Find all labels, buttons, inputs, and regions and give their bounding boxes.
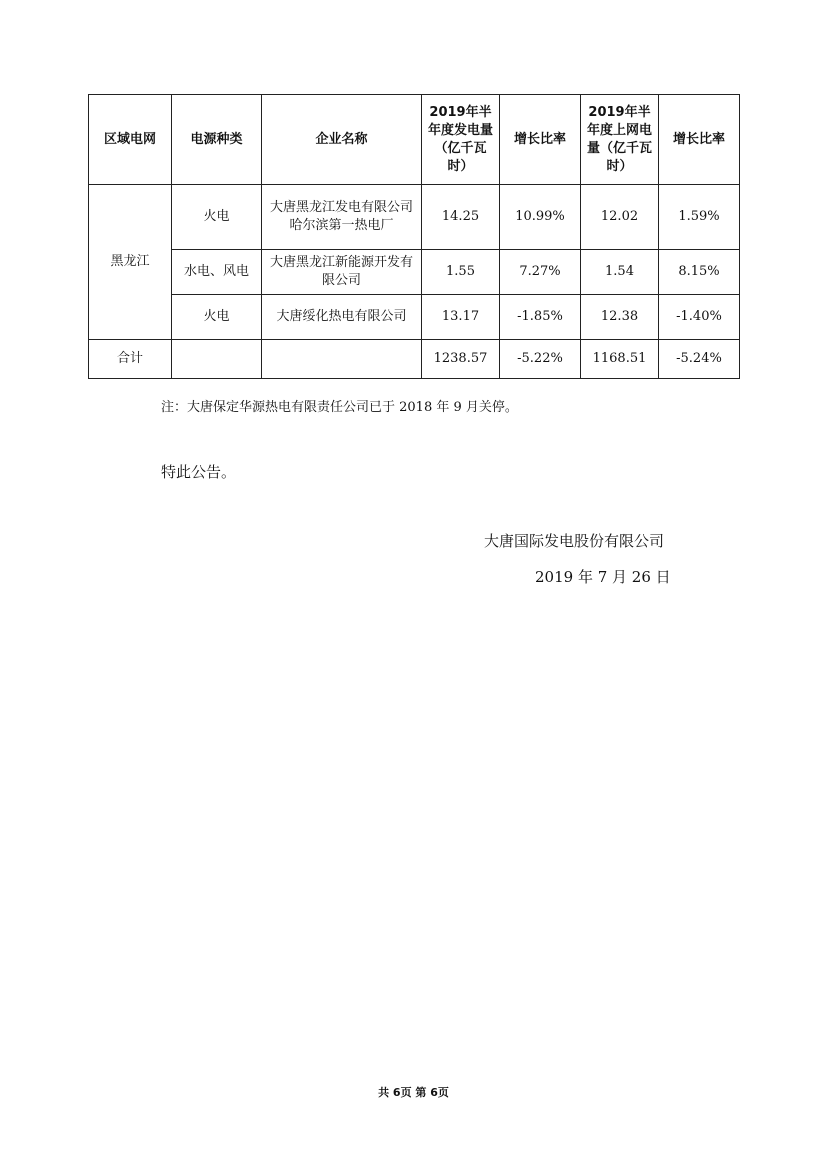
grid-growth-cell: -1.40% [659, 295, 740, 340]
header-company: 企业名称 [262, 95, 422, 185]
total-label: 合计 [89, 340, 172, 379]
gen-growth-cell: -1.85% [500, 295, 581, 340]
header-grid: 2019年半年度上网电量（亿千瓦时） [581, 95, 659, 185]
source-type-cell: 火电 [172, 185, 262, 250]
total-grid: 1168.51 [581, 340, 659, 379]
header-gen-growth: 增长比率 [500, 95, 581, 185]
total-grid-growth: -5.24% [659, 340, 740, 379]
table-row [89, 295, 740, 340]
header-source-type: 电源种类 [172, 95, 262, 185]
generation-cell: 13.17 [422, 295, 500, 340]
page-footer: 共 6页 第 6页 [378, 1086, 449, 1099]
company-cell: 大唐黑龙江发电有限公司哈尔滨第一热电厂 [262, 185, 422, 250]
grid-cell: 12.02 [581, 185, 659, 250]
region-cell: 黑龙江 [89, 185, 172, 340]
total-company-cell [262, 340, 422, 379]
header-region: 区域电网 [89, 95, 172, 185]
header-generation: 2019年半年度发电量（亿千瓦时） [422, 95, 500, 185]
table-row [89, 185, 740, 250]
generation-cell: 1.55 [422, 250, 500, 295]
table-header-row [89, 95, 740, 185]
source-type-cell: 火电 [172, 295, 262, 340]
generation-cell: 14.25 [422, 185, 500, 250]
total-generation: 1238.57 [422, 340, 500, 379]
gen-growth-cell: 10.99% [500, 185, 581, 250]
signature-company: 大唐国际发电股份有限公司 [484, 532, 665, 550]
total-row [89, 340, 740, 379]
gen-growth-cell: 7.27% [500, 250, 581, 295]
grid-cell: 1.54 [581, 250, 659, 295]
grid-growth-cell: 8.15% [659, 250, 740, 295]
company-cell: 大唐黑龙江新能源开发有限公司 [262, 250, 422, 295]
footnote: 注：大唐保定华源热电有限责任公司已于 2018 年 9 月关停。 [161, 400, 518, 415]
table-row [89, 250, 740, 295]
total-gen-growth: -5.22% [500, 340, 581, 379]
header-grid-growth: 增长比率 [659, 95, 740, 185]
closing-text: 特此公告。 [161, 463, 237, 481]
total-type-cell [172, 340, 262, 379]
signature-date: 2019 年 7 月 26 日 [535, 568, 671, 586]
source-type-cell: 水电、风电 [172, 250, 262, 295]
generation-table [88, 94, 740, 379]
grid-cell: 12.38 [581, 295, 659, 340]
grid-growth-cell: 1.59% [659, 185, 740, 250]
company-cell: 大唐绥化热电有限公司 [262, 295, 422, 340]
